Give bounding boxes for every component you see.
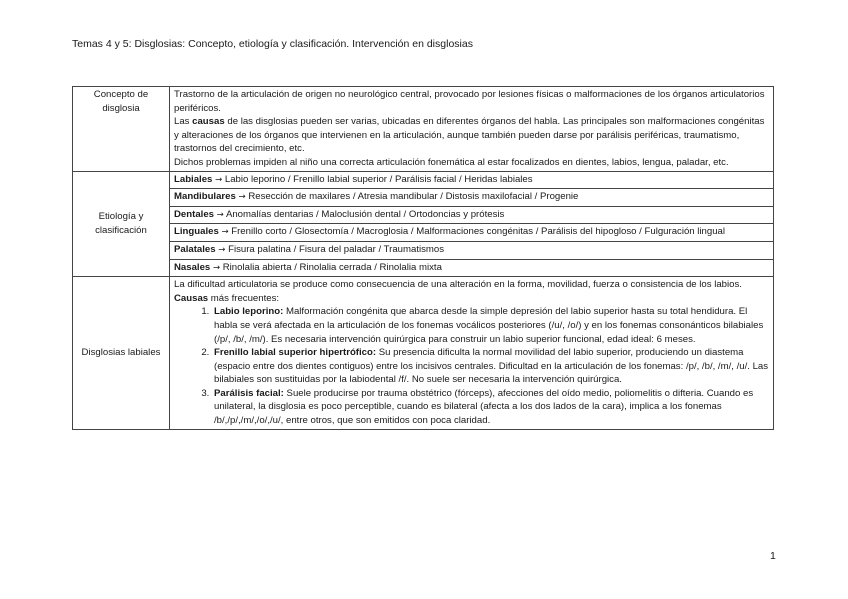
concepto-problemas: Dichos problemas impiden al niño una correcta articulación fonemática al estar focalizados en dientes, labios, lengua, paladar, etc.: [174, 156, 729, 168]
content-table: [72, 86, 774, 430]
row-etiologia-dentales: [73, 206, 774, 224]
etiologia-item: Mandibulares → Resección de maxilares / Atresia mandibular / Distosis maxilofacial / Progenie: [170, 189, 774, 207]
row-etiologia-nasales: [73, 259, 774, 277]
etiologia-item: Dentales → Anomalías dentarias / Maloclusión dental / Ortodoncias y prótesis: [170, 206, 774, 224]
cell-labiales: [170, 277, 774, 430]
page-number: 1: [770, 550, 776, 562]
label-labiales: Disglosias labiales: [73, 277, 170, 430]
row-etiologia-mandibulares: [73, 189, 774, 207]
arrow-right-icon: →: [212, 262, 221, 273]
etiologia-item: Labiales → Labio leporino / Frenillo labial superior / Parálisis facial / Heridas labiales: [170, 171, 774, 189]
label-etiologia: Etiología y clasificación: [73, 171, 170, 277]
row-etiologia-palatales: [73, 241, 774, 259]
label-concepto: Concepto de disglosia: [73, 87, 170, 172]
page-header: Temas 4 y 5: Disglosias: Concepto, etiología y clasificación. Intervención en disglosias: [72, 38, 473, 50]
row-concepto: [73, 87, 774, 172]
arrow-right-icon: →: [216, 209, 224, 220]
concepto-definition: Trastorno de la articulación de origen no neurológico central, provocado por lesiones físicas o malformaciones de los órganos articulatorios periféricos.: [174, 89, 765, 114]
concepto-causas: Las causas de las disglosias pueden ser varias, ubicadas en diferentes órganos del habla. Las principales son malformaciones congénitas y alteraciones de los órganos que intervienen en la articulación, aunque también pueden darse por parálisis periféricas, traumatismo, trastornos del crecimiento, etc.: [174, 116, 765, 155]
cell-concepto: [170, 87, 774, 172]
etiologia-item: Linguales → Frenillo corto / Glosectomía / Macroglosia / Malformaciones congénitas / Parálisis del hipogloso / Fulguración lingual: [170, 224, 774, 242]
row-labiales: [73, 277, 774, 430]
labiales-causas-heading: Causas más frecuentes:: [174, 292, 280, 304]
arrow-right-icon: →: [215, 174, 223, 185]
arrow-right-icon: →: [221, 227, 229, 238]
row-etiologia-linguales: [73, 224, 774, 242]
list-item: 2. Frenillo labial superior hipertrófico: Su presencia dificulta la normal movilidad del labio superior, produciendo un diastema (espacio entre dos dientes contiguos) entre los incisivos centrales. Dificultad en la articulación de los fonemas: /p/, /b/, /m/, /u/. Las bilabiales son sustituidas por la labiodental /f/. No suele ser necesaria la intervención quirúrgica.: [212, 346, 769, 387]
list-item: 3. Parálisis facial: Suele producirse por trauma obstétrico (fórceps), afecciones del oído medio, poliomelitis o difteria. Cuando es unilateral, la disglosia es poco perceptible, cuando es bilateral (afecta a los dos lados de la cara), implica a los fonemas /b/,/p/,/m/,/o/,/u/, entre otros, que son emitidos con poca claridad.: [212, 387, 769, 428]
arrow-right-icon: →: [238, 192, 246, 203]
list-item: 1. Labio leporino: Malformación congénita que abarca desde la simple depresión del labio superior hasta su total hendidura. El habla se verá afectada en la articulación de los fonemas vocálicos posteriores (/u/, /o/) y en los fonemas consonánticos bilabiales (/p/, /b/, /m/). Es necesaria intervención quirúrgica para construir un labio superior funcional, edad ideal: 6 meses.: [212, 305, 769, 346]
etiologia-item: Palatales → Fisura palatina / Fisura del paladar / Traumatismos: [170, 241, 774, 259]
labiales-intro: La dificultad articulatoria se produce como consecuencia de una alteración en la forma, movilidad, fuerza o consistencia de los labios.: [174, 279, 742, 291]
row-etiologia-labiales: [73, 171, 774, 189]
etiologia-item: Nasales → Rinolalia abierta / Rinolalia cerrada / Rinolalia mixta: [170, 259, 774, 277]
causas-list: [174, 305, 769, 427]
arrow-right-icon: →: [218, 244, 226, 255]
